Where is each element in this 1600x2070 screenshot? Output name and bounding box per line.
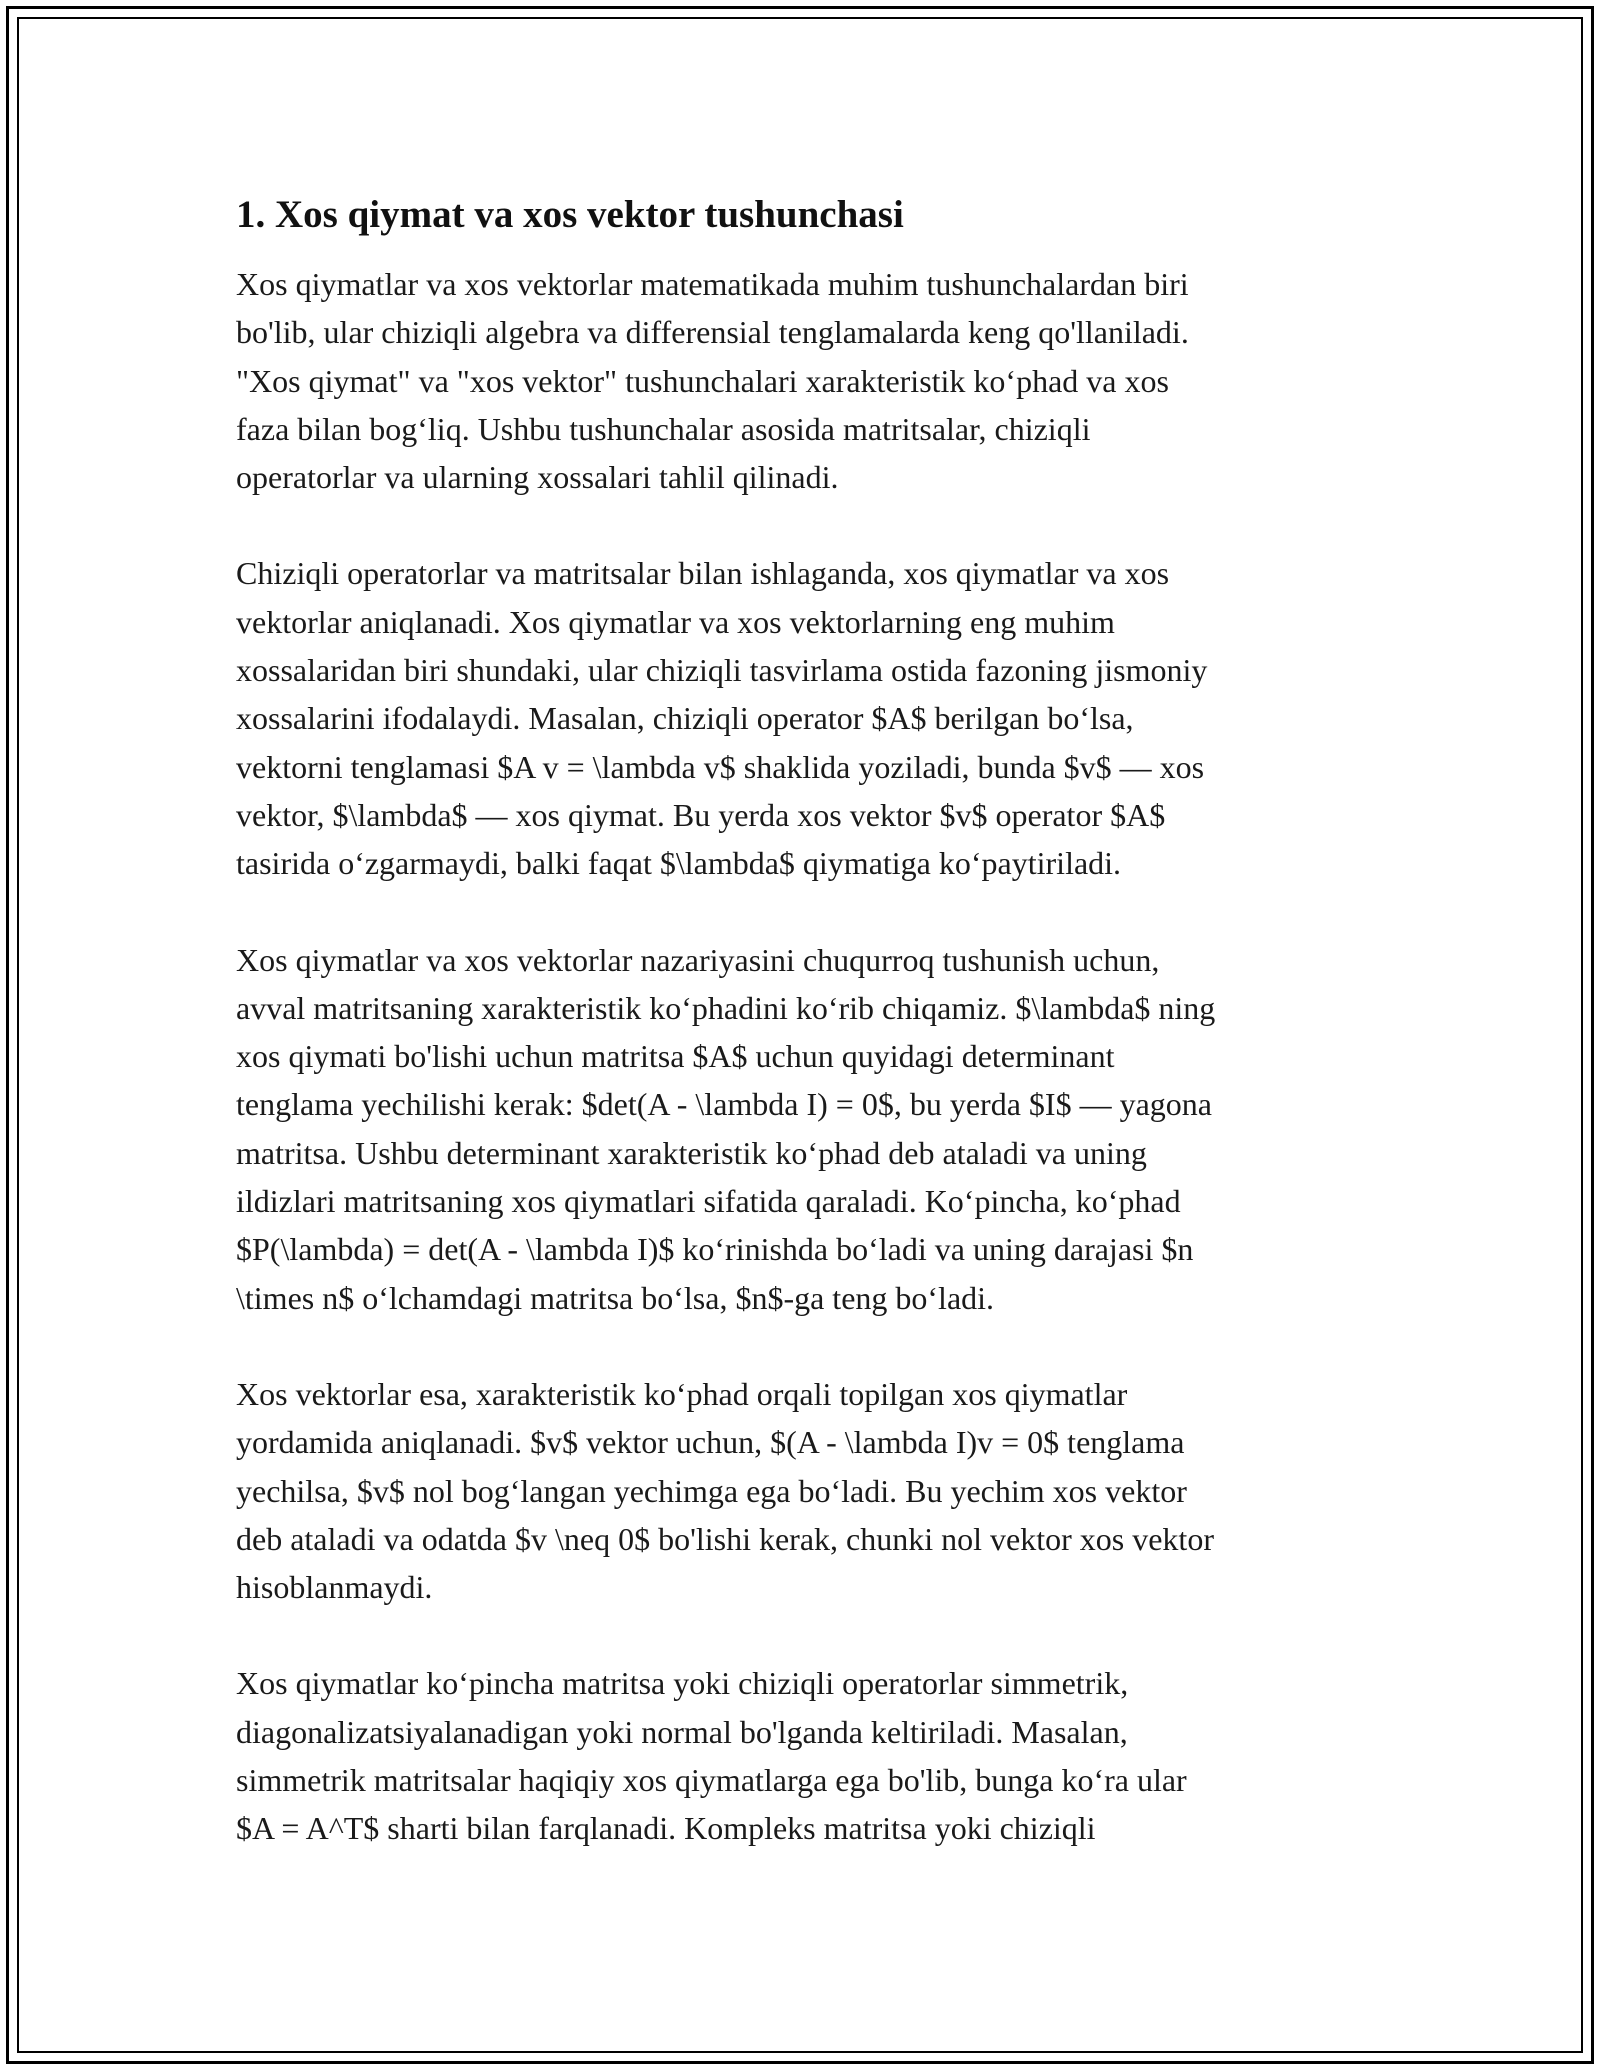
paragraph-line: bo'lib, ular chiziqli algebra va differensial tenglamalarda keng qo'llaniladi. <box>236 314 1189 351</box>
paragraph-line: hisoblanmaydi. <box>236 1569 433 1606</box>
paragraph-line: Xos qiymatlar va xos vektorlar matematikada muhim tushunchalardan biri <box>236 266 1189 302</box>
paragraph-line: yechilsa, $v$ nol bog‘langan yechimga ega bo‘ladi. Bu yechim xos vektor <box>236 1472 1187 1509</box>
paragraph-line: "Xos qiymat" va "xos vektor" tushunchalari xarakteristik ko‘phad va xos <box>236 362 1169 399</box>
paragraph-list <box>236 260 1366 1853</box>
paragraph-line: tenglama yechilishi kerak: $det(A - \lambda I) = 0$, bu yerda $I$ — yagona <box>236 1086 1212 1123</box>
paragraph-line: yordamida aniqlanadi. $v$ vektor uchun, $(A - \lambda I)v = 0$ tenglama <box>236 1424 1185 1461</box>
paragraph-line: vektorni tenglamasi $A v = \lambda v$ shaklida yoziladi, bunda $v$ — xos <box>236 748 1205 785</box>
paragraph-line: matritsa. Ushbu determinant xarakteristik ko‘phad deb ataladi va uning <box>236 1134 1147 1171</box>
paragraph-line: deb ataladi va odatda $v \neq 0$ bo'lishi kerak, chunki nol vektor xos vektor <box>236 1520 1214 1557</box>
paragraph <box>236 1370 1366 1611</box>
paragraph-line: \times n$ o‘lchamdagi matritsa bo‘lsa, $n$-ga teng bo‘ladi. <box>236 1279 995 1316</box>
paragraph <box>236 936 1366 1322</box>
paragraph-line: Xos qiymatlar ko‘pincha matritsa yoki chiziqli operatorlar simmetrik, <box>236 1665 1129 1702</box>
paragraph-line: tasirida o‘zgarmaydi, balki faqat $\lambda$ qiymatiga ko‘paytiriladi. <box>236 845 1122 882</box>
paragraph-line: faza bilan bog‘liq. Ushbu tushunchalar asosida matritsalar, chiziqli <box>236 410 1091 447</box>
paragraph <box>236 549 1366 887</box>
paragraph-line: vektorlar aniqlanadi. Xos qiymatlar va xos vektorlarning eng muhim <box>236 603 1115 640</box>
paragraph <box>236 1659 1366 1852</box>
paragraph-line: Xos vektorlar esa, xarakteristik ko‘phad orqali topilgan xos qiymatlar <box>236 1375 1128 1412</box>
paragraph-line: $A = A^T$ sharti bilan farqlanadi. Kompleks matritsa yoki chiziqli <box>236 1810 1096 1847</box>
paragraph-line: diagonalizatsiyalanadigan yoki normal bo'lganda keltiriladi. Masalan, <box>236 1713 1128 1750</box>
paragraph-line: avval matritsaning xarakteristik ko‘phadini ko‘rib chiqamiz. $\lambda$ ning <box>236 989 1216 1026</box>
document-body <box>236 191 1366 1901</box>
paragraph <box>236 260 1366 501</box>
paragraph-line: vektor, $\lambda$ — xos qiymat. Bu yerda xos vektor $v$ operator $A$ <box>236 796 1166 833</box>
paragraph-line: $P(\lambda) = det(A - \lambda I)$ ko‘rinishda bo‘ladi va uning darajasi $n <box>236 1231 1194 1268</box>
paragraph-line: Xos qiymatlar va xos vektorlar nazariyasini chuqurroq tushunish uchun, <box>236 941 1160 978</box>
paragraph-line: xos qiymati bo'lishi uchun matritsa $A$ uchun quyidagi determinant <box>236 1038 1115 1075</box>
paragraph-line: operatorlar va ularning xossalari tahlil qilinadi. <box>236 459 839 496</box>
paragraph-line: xossalarini ifodalaydi. Masalan, chiziqli operator $A$ berilgan bo‘lsa, <box>236 700 1134 737</box>
paragraph-line: xossalaridan biri shundaki, ular chiziqli tasvirlama ostida fazoning jismoniy <box>236 652 1208 689</box>
paragraph-line: Chiziqli operatorlar va matritsalar bilan ishlaganda, xos qiymatlar va xos <box>236 555 1170 592</box>
paragraph-line: ildizlari matritsaning xos qiymatlari sifatida qaraladi. Ko‘pincha, ko‘phad <box>236 1183 1181 1220</box>
section-title: 1. Xos qiymat va xos vektor tushunchasi <box>236 193 904 236</box>
paragraph-line: simmetrik matritsalar haqiqiy xos qiymatlarga ega bo'lib, bunga ko‘ra ular <box>236 1762 1187 1799</box>
